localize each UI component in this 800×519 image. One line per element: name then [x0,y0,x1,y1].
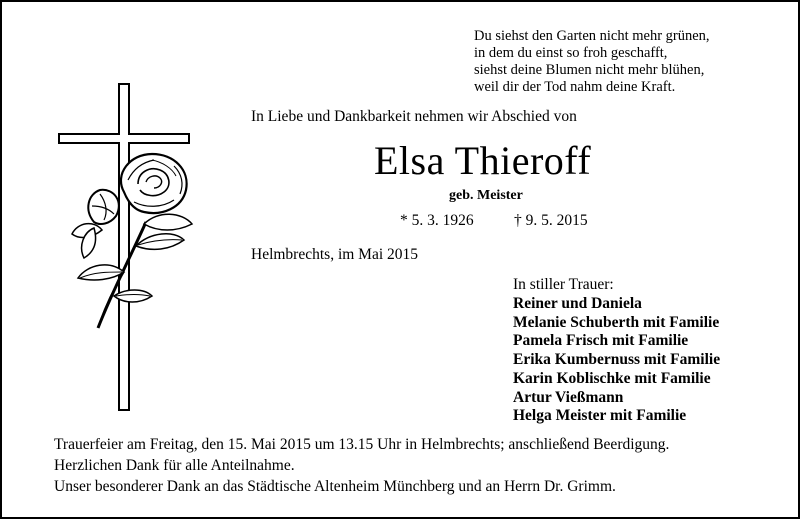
mourner-name: Erika Kumbernuss mit Familie [513,351,721,369]
mourner-name: Artur Vießmann [513,388,624,406]
intro-text: In Liebe und Dankbarkeit nehmen wir Abschied von [251,108,577,125]
poem-line: siehst deine Blumen nicht mehr blühen, [474,62,705,78]
death-date: † 9. 5. 2015 [514,212,588,229]
mourner-name: Helga Meister mit Familie [513,407,687,425]
footer-text [54,434,669,497]
poem-line: in dem du einst so froh geschafft, [474,45,668,61]
mourners-heading: In stiller Trauer: [513,276,614,293]
poem-line: weil dir der Tod nahm deine Kraft. [474,79,676,95]
deceased-name: Elsa Thieroff [374,138,592,183]
mourner-name: Pamela Frisch mit Familie [513,332,689,350]
poem-line: Du siehst den Garten nicht mehr grünen, [474,28,710,44]
thanks-line: Herzlichen Dank für alle Anteilnahme. [54,457,295,474]
funeral-info: Trauerfeier am Freitag, den 15. Mai 2015 um 13.15 Uhr in Helmbrechts; anschließend Beerdigung. [54,436,670,453]
birth-date: * 5. 3. 1926 [400,212,474,229]
poem [474,28,774,96]
mourner-name: Reiner und Daniela [513,295,642,312]
rose-icon [72,154,192,328]
mourner-name: Melanie Schuberth mit Familie [513,313,720,331]
maiden-name: geb. Meister [449,188,523,203]
place-date: Helmbrechts, im Mai 2015 [251,246,419,263]
mourner-name: Karin Koblischke mit Familie [513,369,711,387]
mourners-list [513,295,720,426]
cross-with-rose-icon [54,82,244,412]
special-thanks: Unser besonderer Dank an das Städtische Altenheim Münchberg und an Herrn Dr. Grimm. [54,478,616,495]
